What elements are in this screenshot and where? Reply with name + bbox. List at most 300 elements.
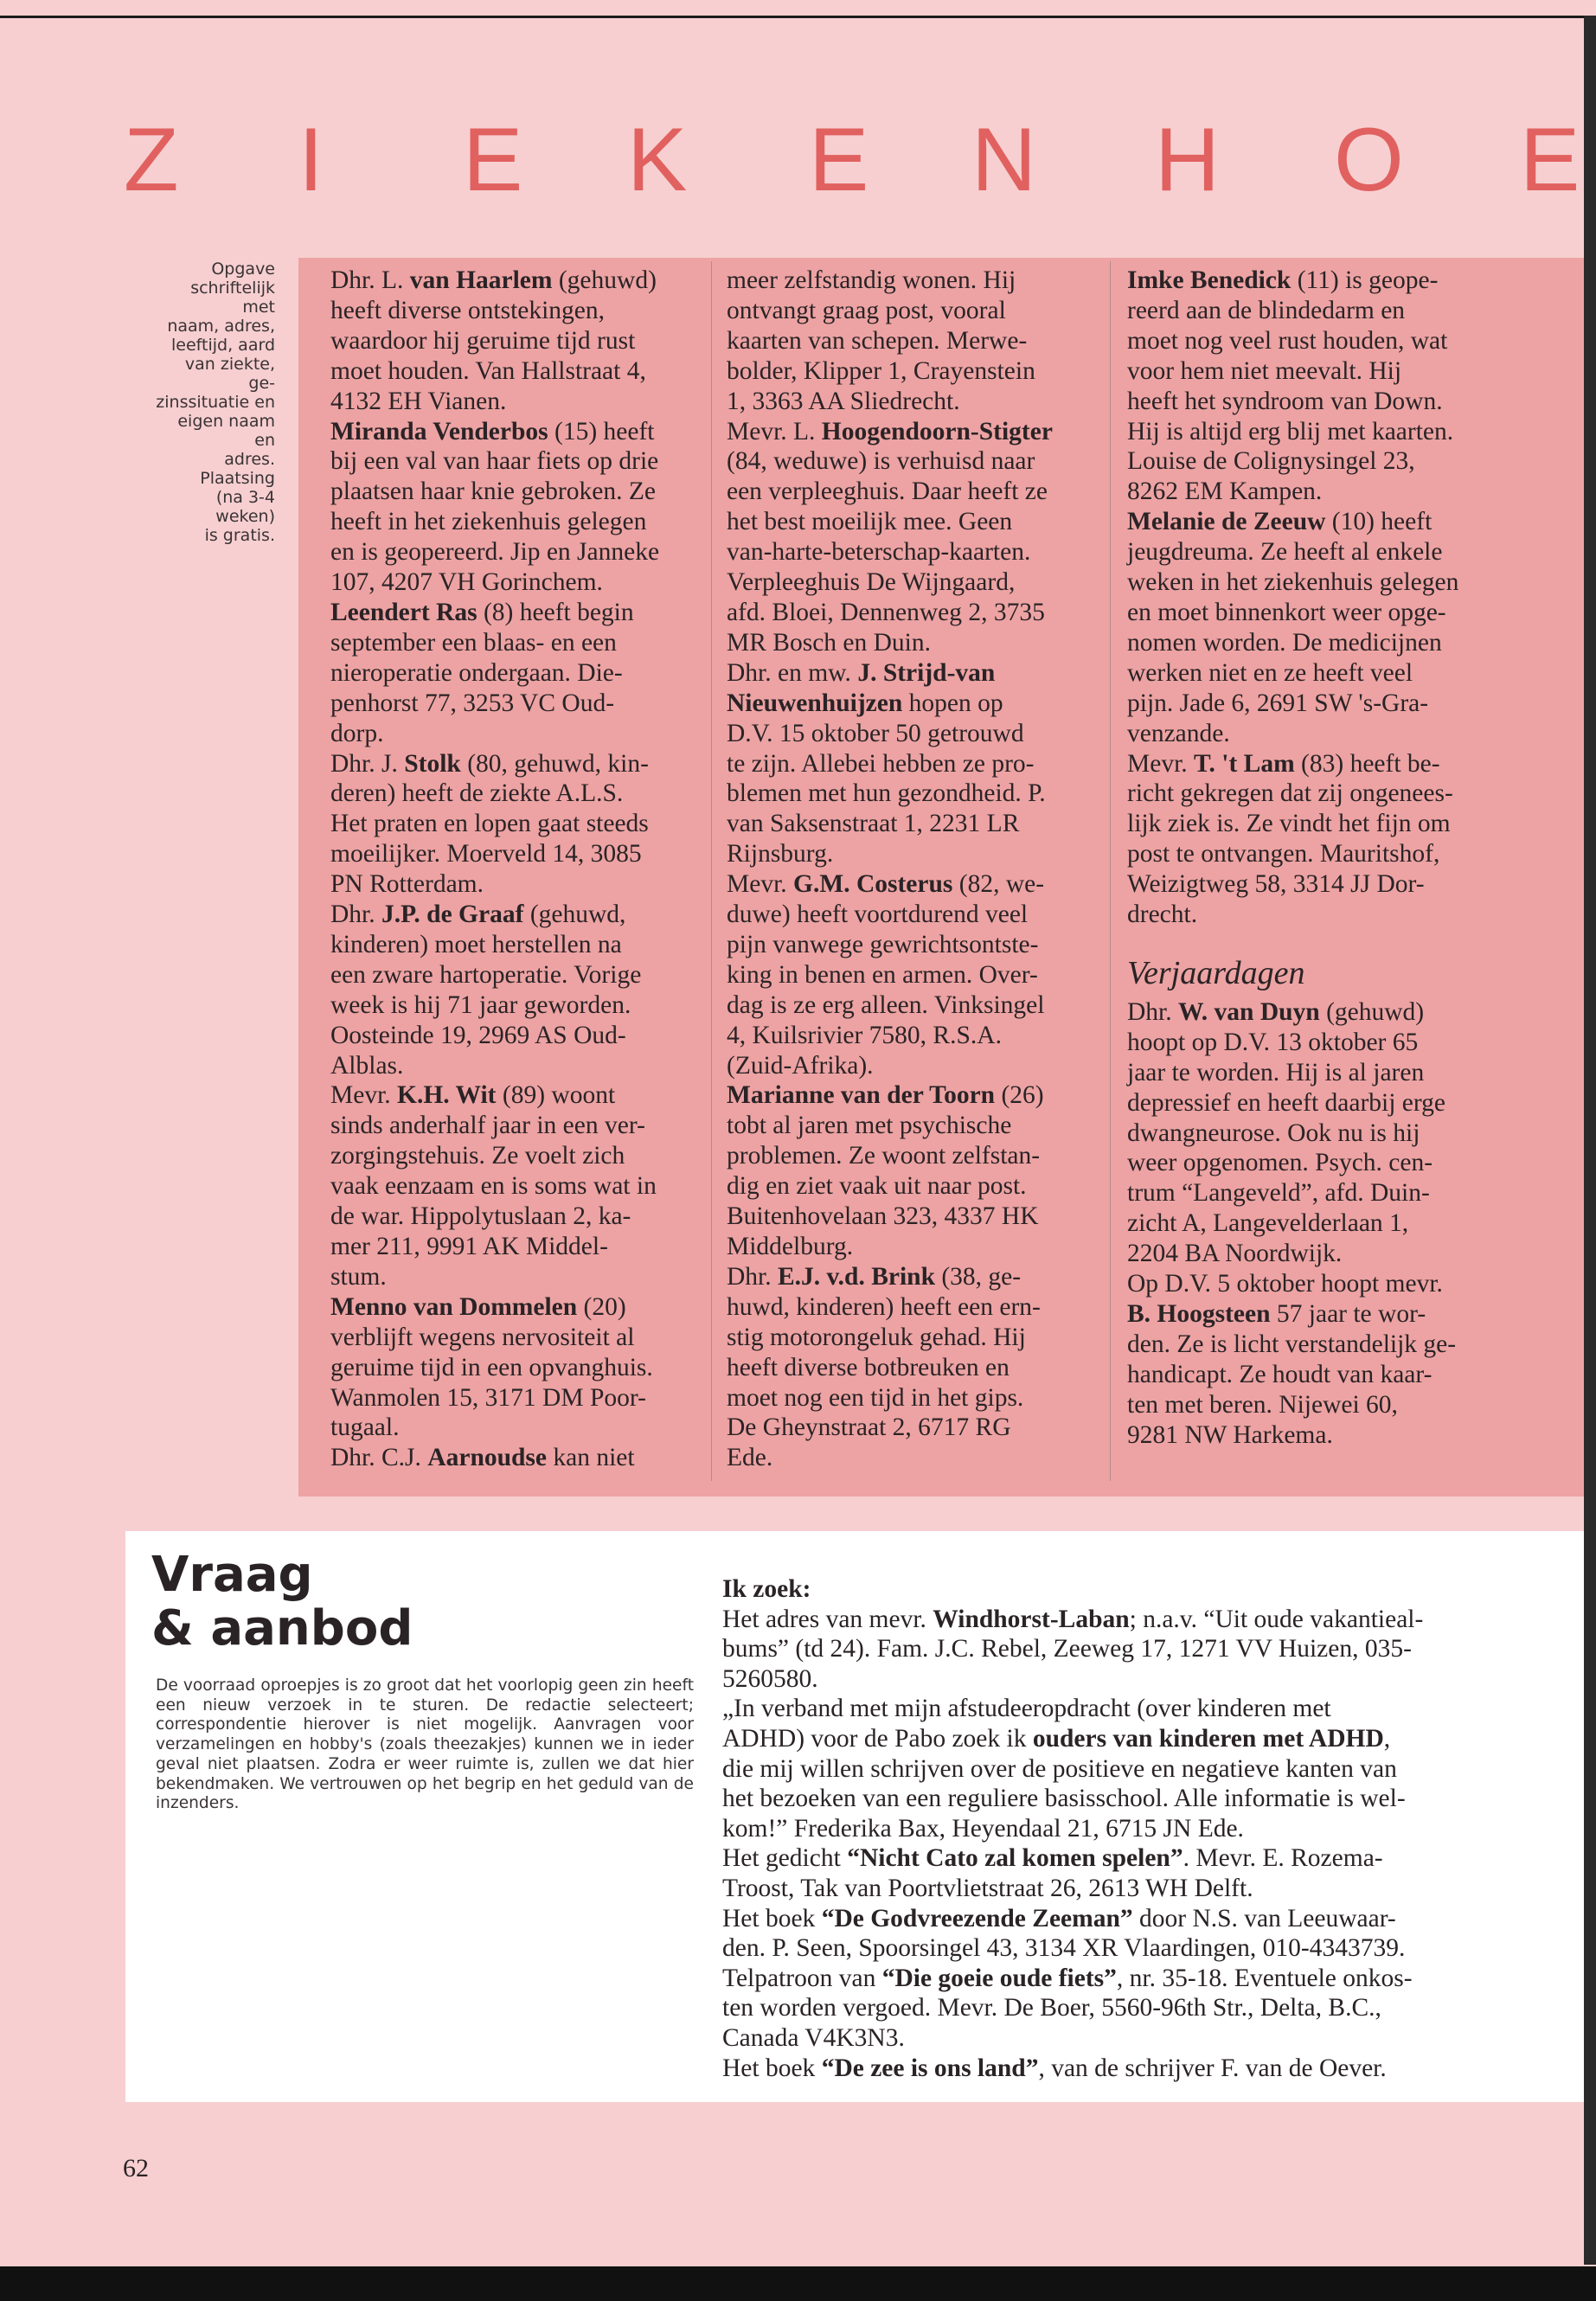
text-segment: bolder, Klipper 1, Crayenstein [727, 356, 1035, 385]
text-line [1127, 598, 1503, 628]
text-line [1127, 507, 1503, 537]
page-edge [1584, 16, 1596, 2265]
text-line [1127, 997, 1503, 1028]
text-line [727, 900, 1100, 930]
text-line [722, 2023, 1484, 2054]
headline-letter: I [298, 110, 324, 210]
text-segment: (80, gehuwd, kin- [460, 749, 649, 778]
text-segment: kinderen) moet herstellen na [330, 930, 622, 958]
text-segment: Mevr. [330, 1081, 398, 1110]
text-segment: Het boek [722, 2054, 822, 2082]
text-segment: 1, 3363 AA Sliedrecht. [727, 387, 960, 415]
text-line [727, 1232, 1100, 1262]
text-line [722, 2054, 1484, 2084]
text-line [1127, 537, 1503, 567]
text-line [727, 1111, 1100, 1141]
text-segment: hopen op [902, 689, 1003, 717]
text-segment: huwd, kinderen) heeft een ern- [727, 1292, 1041, 1321]
text-segment: het best moeilijk mee. Geen [727, 508, 1013, 536]
text-line [727, 1413, 1100, 1443]
text-line [727, 1353, 1100, 1383]
text-line [727, 1323, 1100, 1353]
text-line [727, 507, 1100, 537]
text-segment: Verpleeghuis De Wijngaard, [727, 568, 1016, 597]
text-segment: geruime tijd in een opvanghuis. [330, 1353, 653, 1381]
text-segment: mer 211, 9991 AK Middel- [330, 1233, 608, 1260]
bold-name: B. Hoogsteen [1127, 1300, 1271, 1328]
headline-letter: H [1155, 110, 1221, 210]
text-segment: kom!” Frederika Bax, Heyendaal 21, 6715 JN Ede. [722, 1814, 1244, 1843]
text-line [1127, 446, 1503, 477]
text-line [330, 1141, 704, 1171]
text-segment: ten met beren. Nijewei 60, [1127, 1390, 1398, 1419]
text-line [330, 1111, 704, 1141]
text-segment: weer opgenomen. Psych. cen- [1127, 1149, 1433, 1177]
text-line [330, 658, 704, 689]
bold-name: Ik zoek: [722, 1575, 811, 1603]
text-line [1127, 1299, 1503, 1330]
text-segment: van Saksenstraat 1, 2231 LR [727, 810, 1020, 838]
text-segment: 4, Kuilsrivier 7580, R.S.A. [727, 1021, 1002, 1049]
text-segment: door N.S. van Leeuwaar- [1132, 1904, 1396, 1932]
note-line: leeftijd, aard [171, 336, 275, 355]
text-line [1127, 1269, 1503, 1299]
text-segment: Telpatroon van [722, 1964, 882, 1992]
text-segment: sinds anderhalf jaar in een ver- [330, 1112, 645, 1140]
note-line: is gratis. [204, 526, 275, 545]
bold-name: “De zee is ons land” [821, 2054, 1039, 2082]
text-segment: Het boek [722, 1904, 822, 1932]
text-segment: ; n.a.v. “Uit oude vakantieal- [1129, 1605, 1424, 1633]
text-line [330, 1080, 704, 1111]
bold-name: “De Godvreezende Zeeman” [821, 1904, 1133, 1932]
headline-letter: O [1334, 110, 1404, 210]
text-segment: nieroperatie ondergaan. Die- [330, 658, 623, 687]
text-line [330, 266, 704, 296]
text-segment: bij een val van haar fiets op drie [330, 447, 659, 476]
text-segment: Troost, Tak van Poortvlietstraat 26, 2613 WH Delft. [722, 1874, 1253, 1902]
text-segment: Dhr. [1127, 997, 1178, 1026]
text-line [330, 960, 704, 990]
text-line [330, 1202, 704, 1232]
text-segment: Dhr. J. [330, 749, 405, 778]
text-line [1127, 628, 1503, 658]
text-line [722, 1574, 1484, 1605]
bold-name: Miranda Venderbos [330, 417, 548, 445]
note-line: schriftelijk met [190, 279, 275, 317]
text-line [727, 1202, 1100, 1232]
text-segment: Middelburg. [727, 1233, 854, 1260]
bold-name: Marianne van der Toorn [727, 1081, 996, 1110]
text-segment: Dhr. [727, 1262, 778, 1291]
text-segment: (11) is geope- [1291, 266, 1439, 294]
column-3-part-1 [1127, 266, 1503, 930]
text-line [727, 446, 1100, 477]
text-line [722, 1993, 1484, 2023]
text-line [722, 1694, 1484, 1724]
text-segment: en moet binnenkort weer opge- [1127, 598, 1446, 626]
text-segment: (26) [995, 1081, 1044, 1110]
note-line: (na 3-4 weken) [215, 488, 275, 526]
text-line [1127, 326, 1503, 356]
text-segment: Dhr. C.J. [330, 1444, 428, 1472]
headline-letter: E [463, 110, 523, 210]
bold-name: Imke Benedick [1127, 266, 1292, 294]
text-segment: Louise de Colignysingel 23, [1127, 447, 1415, 476]
text-line [727, 1443, 1100, 1473]
text-line [330, 567, 704, 598]
text-segment: het bezoeken van een reguliere basisschool. Alle informatie is wel- [722, 1785, 1406, 1813]
text-segment: depressief en heeft daarbij erge [1127, 1088, 1446, 1117]
text-segment: dag is ze erg alleen. Vinksingel [727, 990, 1045, 1019]
text-line [330, 326, 704, 356]
text-segment: Mevr. [727, 870, 794, 899]
text-line [330, 628, 704, 658]
bold-name: G.M. Costerus [793, 870, 953, 899]
note-line: zinssituatie en [156, 393, 275, 412]
text-segment: nomen worden. De medicijnen [1127, 628, 1442, 657]
text-segment: „In verband met mijn afstudeeropdracht (over kinderen met [722, 1695, 1331, 1723]
bold-name: Stolk [404, 749, 461, 778]
text-segment: pijn vanwege gewrichtsontste- [727, 930, 1039, 958]
announcement-column-3 [1127, 266, 1503, 1451]
text-line [727, 990, 1100, 1021]
section-headline [82, 108, 1583, 212]
text-segment: heeft in het ziekenhuis gelegen [330, 508, 647, 536]
text-line [727, 266, 1100, 296]
text-segment: Op D.V. 5 oktober hoopt mevr. [1127, 1270, 1443, 1298]
text-segment: De Gheynstraat 2, 6717 RG [727, 1413, 1011, 1442]
text-segment: Hij is altijd erg blij met kaarten. [1127, 417, 1454, 445]
text-segment: (8) heeft begin [477, 598, 634, 626]
text-line [330, 1171, 704, 1202]
text-segment: die mij willen schrijven over de positieve en negatieve kanten van [722, 1754, 1397, 1783]
text-line [330, 1292, 704, 1323]
text-segment: 9281 NW Harkema. [1127, 1420, 1333, 1449]
text-segment: penhorst 77, 3253 VC Oud- [330, 689, 615, 717]
text-segment: , [1383, 1724, 1391, 1753]
text-line [1127, 1360, 1503, 1390]
text-line [727, 869, 1100, 900]
text-line [1127, 689, 1503, 719]
text-segment: (gehuwd) [1319, 997, 1425, 1026]
text-segment: de war. Hippolytuslaan 2, ka- [330, 1202, 631, 1231]
text-line [727, 1051, 1100, 1081]
text-line [1127, 658, 1503, 689]
text-line [1127, 1028, 1503, 1058]
text-segment: meer zelfstandig wonen. Hij [727, 266, 1016, 294]
text-line [722, 1724, 1484, 1754]
bold-name: Aarnoudse [427, 1444, 547, 1472]
text-segment: ten worden vergoed. Mevr. De Boer, 5560-96th Str., Delta, B.C., [722, 1994, 1381, 2022]
text-line [1127, 1148, 1503, 1178]
text-segment: bums” (td 24). Fam. J.C. Rebel, Zeeweg 17, 1271 VV Huizen, 035- [722, 1635, 1412, 1663]
bold-name: ouders van kinderen met ADHD [1032, 1724, 1384, 1753]
text-line [1127, 1058, 1503, 1088]
questions-offers-listings [722, 1574, 1484, 2083]
text-line [727, 598, 1100, 628]
announcement-column-1 [330, 266, 704, 1473]
text-segment: 4132 EH Vianen. [330, 387, 507, 415]
title-line: Vraag [151, 1547, 313, 1603]
bottom-band [0, 2266, 1596, 2301]
text-line [727, 1262, 1100, 1292]
text-segment: een verpleeghuis. Daar heeft ze [727, 478, 1048, 506]
text-segment: reerd aan de blindedarm en [1127, 296, 1406, 324]
text-segment: te zijn. Allebei hebben ze pro- [727, 749, 1035, 778]
text-segment: PN Rotterdam. [330, 870, 484, 899]
text-segment: pijn. Jade 6, 2691 SW 's-Gra- [1127, 689, 1429, 717]
text-segment: Oosteinde 19, 2969 AS Oud- [330, 1021, 626, 1049]
text-line [330, 1413, 704, 1443]
text-segment: kaarten van schepen. Merwe- [727, 326, 1028, 355]
text-line [330, 537, 704, 567]
text-line [330, 1443, 704, 1473]
text-line [1127, 266, 1503, 296]
text-line [727, 809, 1100, 839]
text-line [727, 387, 1100, 417]
text-segment: 2204 BA Noordwijk. [1127, 1240, 1343, 1268]
text-segment: post te ontvangen. Mauritshof, [1127, 840, 1440, 868]
text-line [1127, 477, 1503, 507]
headline-letter: E [1520, 110, 1580, 210]
text-segment: den. P. Seen, Spoorsingel 43, 3134 XR Vlaardingen, 010-4343739. [722, 1934, 1406, 1963]
text-line [330, 1051, 704, 1081]
text-segment: Wanmolen 15, 3171 DM Poor- [330, 1383, 646, 1412]
text-line [722, 1664, 1484, 1695]
text-line [330, 296, 704, 326]
text-segment: 57 jaar te wor- [1270, 1300, 1426, 1328]
text-segment: deren) heeft de ziekte A.L.S. [330, 779, 624, 808]
text-line [722, 1605, 1484, 1635]
note-line: eigen naam en [177, 412, 275, 450]
bold-name: Windhorst-Laban [933, 1605, 1130, 1633]
text-segment: ontvangt graag post, vooral [727, 296, 1006, 324]
text-segment: drecht. [1127, 901, 1198, 929]
text-line [1127, 1420, 1503, 1451]
text-line [1127, 869, 1503, 900]
text-line [722, 1814, 1484, 1844]
submission-note [156, 260, 275, 545]
note-line: naam, adres, [167, 317, 275, 336]
text-segment: heeft het syndroom van Down. [1127, 387, 1443, 415]
text-line [727, 1383, 1100, 1413]
text-segment: Rijnsburg. [727, 840, 834, 868]
text-segment: dwangneurose. Ook nu is hij [1127, 1118, 1420, 1147]
bold-name: “Die goeie oude fiets” [881, 1964, 1117, 1992]
column-3-part-2 [1127, 997, 1503, 1451]
text-segment: MR Bosch en Duin. [727, 628, 931, 657]
text-line [330, 1323, 704, 1353]
text-segment: Canada V4K3N3. [722, 2023, 905, 2052]
text-line [330, 477, 704, 507]
text-line [330, 869, 704, 900]
text-segment: Buitenhovelaan 323, 4337 HK [727, 1202, 1039, 1231]
text-segment: een zware hartoperatie. Vorige [330, 960, 642, 989]
text-segment: dig en ziet vaak uit naar post. [727, 1172, 1027, 1201]
bold-name: Menno van Dommelen [330, 1292, 578, 1321]
text-line [727, 719, 1100, 749]
text-segment: (84, weduwe) is verhuisd naar [727, 447, 1035, 476]
text-segment: tobt al jaren met psychische [727, 1112, 1012, 1140]
text-line [330, 900, 704, 930]
text-segment: handicapt. Ze houdt van kaar- [1127, 1360, 1433, 1388]
text-segment: moet houden. Van Hallstraat 4, [330, 356, 646, 385]
text-line [330, 990, 704, 1021]
text-segment: jaar te worden. Hij is al jaren [1127, 1058, 1425, 1086]
text-segment: van-harte-beterschap-kaarten. [727, 538, 1031, 567]
text-line [1127, 749, 1503, 779]
text-segment: plaatsen haar knie gebroken. Ze [330, 478, 656, 506]
text-line [1127, 839, 1503, 869]
bold-name: J.P. de Graaf [381, 901, 524, 929]
note-line: van ziekte, ge- [184, 355, 275, 393]
text-segment: D.V. 15 oktober 50 getrouwd [727, 719, 1024, 747]
text-line [722, 1904, 1484, 1934]
text-line [722, 1874, 1484, 1904]
text-segment: (20) [577, 1292, 626, 1321]
text-line [330, 689, 704, 719]
page-number: 62 [123, 2154, 149, 2182]
bold-name: E.J. v.d. Brink [778, 1262, 935, 1291]
text-line [1127, 567, 1503, 598]
text-segment: stig motorongeluk gehad. Hij [727, 1323, 1026, 1351]
text-segment: 107, 4207 VH Gorinchem. [330, 568, 603, 597]
text-line [330, 1232, 704, 1262]
text-line [1127, 779, 1503, 809]
text-segment: Weizigtweg 58, 3314 JJ Dor- [1127, 870, 1425, 899]
text-line [1127, 1178, 1503, 1208]
text-segment: Het adres van mevr. [722, 1605, 933, 1633]
text-segment: . Mevr. E. Rozema- [1183, 1844, 1383, 1873]
text-line [1127, 719, 1503, 749]
text-line [330, 1262, 704, 1292]
column-divider [711, 261, 712, 1481]
text-line [722, 1784, 1484, 1814]
text-segment: en is geopereerd. Jip en Janneke [330, 538, 660, 567]
text-line [330, 356, 704, 387]
text-segment: duwe) heeft voortdurend veel [727, 901, 1029, 929]
text-line [330, 417, 704, 447]
text-segment: ADHD) voor de Pabo zoek ik [722, 1724, 1033, 1753]
text-line [330, 446, 704, 477]
text-line [722, 1754, 1484, 1785]
text-line [727, 326, 1100, 356]
text-line [330, 1383, 704, 1413]
text-segment: (15) heeft [548, 417, 655, 445]
text-line [727, 930, 1100, 960]
text-line [722, 1933, 1484, 1964]
text-segment: Het praten en lopen gaat steeds [330, 810, 649, 838]
text-line [727, 839, 1100, 869]
announcement-column-2 [727, 266, 1100, 1473]
text-segment: venzande. [1127, 719, 1230, 747]
text-segment: king in benen en armen. Over- [727, 960, 1038, 989]
headline-letter: N [971, 110, 1037, 210]
text-line [1127, 1390, 1503, 1420]
text-line [1127, 1088, 1503, 1118]
text-line [330, 387, 704, 417]
text-line [330, 779, 704, 809]
text-line [727, 567, 1100, 598]
text-segment: 5260580. [722, 1664, 818, 1693]
text-segment: Mevr. [1127, 749, 1195, 778]
bold-name: Melanie de Zeeuw [1127, 508, 1326, 536]
text-segment: voor hem niet meevalt. Hij [1127, 356, 1402, 385]
text-segment: moeilijker. Moerveld 14, 3085 [330, 840, 642, 868]
text-segment: blemen met hun gezondheid. P. [727, 779, 1046, 808]
text-segment: , van de schrijver F. van de Oever. [1038, 2054, 1387, 2082]
top-rule [0, 16, 1596, 18]
text-line [727, 658, 1100, 689]
text-line [722, 1964, 1484, 1994]
text-segment: Het gedicht [722, 1844, 848, 1873]
text-line [727, 1021, 1100, 1051]
bold-name: T. 't Lam [1194, 749, 1295, 778]
text-segment: moet nog een tijd in het gips. [727, 1383, 1024, 1412]
headline-letter: K [627, 110, 688, 210]
bold-name: van Haarlem [409, 266, 553, 294]
text-line [1127, 1208, 1503, 1239]
bold-name: K.H. Wit [397, 1081, 497, 1110]
text-line [727, 356, 1100, 387]
text-segment: Ede. [727, 1444, 773, 1472]
text-line [722, 1634, 1484, 1664]
text-segment: hoopt op D.V. 13 oktober 65 [1127, 1028, 1419, 1056]
text-segment: Alblas. [330, 1051, 404, 1080]
text-segment: afd. Bloei, Dennenweg 2, 3735 [727, 598, 1045, 626]
text-line [330, 839, 704, 869]
text-segment: (10) heeft [1325, 508, 1433, 536]
text-line [330, 930, 704, 960]
text-line [1127, 1239, 1503, 1269]
text-segment: den. Ze is licht verstandelijk ge- [1127, 1330, 1457, 1358]
text-segment: weken in het ziekenhuis gelegen [1127, 568, 1459, 597]
text-segment: september een blaas- en een [330, 628, 617, 657]
text-segment: kan niet [547, 1444, 635, 1472]
text-line [727, 477, 1100, 507]
questions-offers-intro: De voorraad oproepjes is zo groot dat het voorlopig geen zin heeft een nieuw verzoek in te sturen. De redactie selecteert; correspondentie hierover is niet mogelijk. Aanvragen voor verzamelingen en hobby's (zoals theezakjes) kunnen we in ieder geval niet plaatsen. Zodra er weer ruimte is, zullen we dat hier bekendmaken. We vertrouwen op het begrip en het geduld van de inzenders. [156, 1676, 694, 1813]
headline-letter: E [809, 110, 869, 210]
text-segment: lijk ziek is. Ze vindt het fijn om [1127, 810, 1451, 838]
questions-offers-title [151, 1548, 454, 1656]
bold-name: J. Strijd-van [857, 658, 996, 687]
headline-letter: Z [124, 110, 179, 210]
text-segment: heeft diverse ontstekingen, [330, 296, 606, 324]
text-line [727, 960, 1100, 990]
text-line [1127, 296, 1503, 326]
text-segment: (gehuwd, [523, 901, 626, 929]
bold-name: Leendert Ras [330, 598, 478, 626]
text-line [727, 296, 1100, 326]
text-line [330, 719, 704, 749]
text-segment: trum “Langeveld”, afd. Duin- [1127, 1179, 1430, 1208]
text-segment: week is hij 71 jaar geworden. [330, 990, 631, 1019]
text-segment: moet nog veel rust houden, wat [1127, 326, 1448, 355]
text-segment: jeugdreuma. Ze heeft al enkele [1127, 538, 1443, 567]
text-line [727, 1080, 1100, 1111]
text-segment: 8262 EM Kampen. [1127, 478, 1323, 506]
text-line [1127, 900, 1503, 930]
text-segment: zorgingstehuis. Ze voelt zich [330, 1142, 625, 1170]
text-segment: waardoor hij geruime tijd rust [330, 326, 636, 355]
text-segment: zicht A, Langevelderlaan 1, [1127, 1209, 1409, 1238]
text-segment: richt gekregen dat zij ongenees- [1127, 779, 1453, 808]
text-line [1127, 809, 1503, 839]
text-line [1127, 1118, 1503, 1149]
text-line [1127, 387, 1503, 417]
text-segment: (83) heeft be- [1294, 749, 1440, 778]
